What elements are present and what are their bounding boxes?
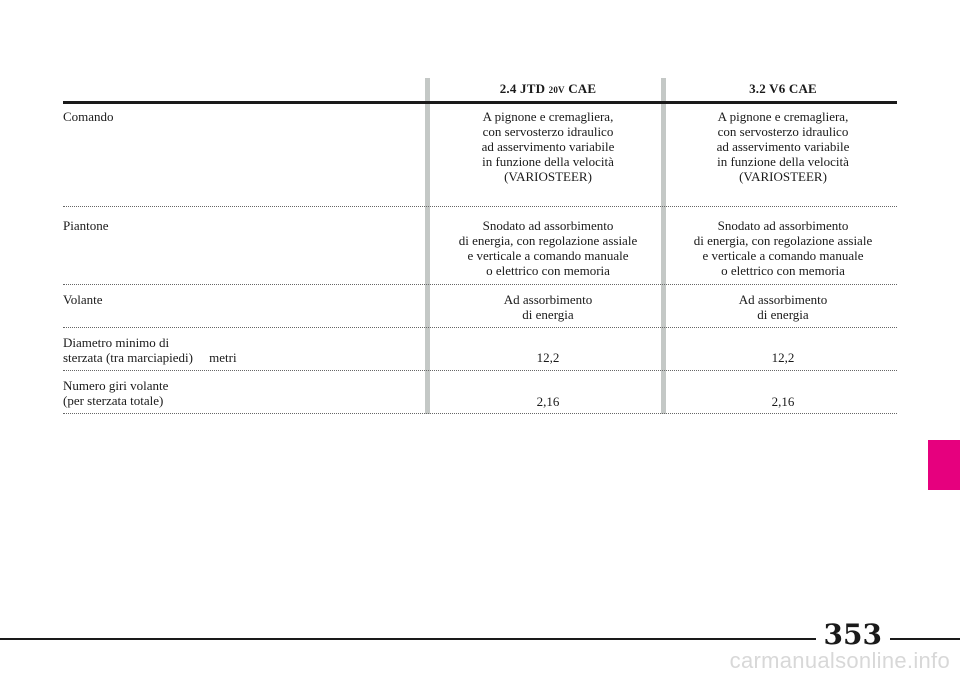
row-diametro-v6: 12,2: [771, 350, 795, 365]
column-header-jtd: [433, 81, 663, 97]
row-comando-v6: A pignone e cremagliera, con servosterzo idraulico ad asservimento variabile in funzione della velocità (VARIOSTEER): [716, 109, 850, 184]
row-giri-jtd: 2,16: [536, 394, 560, 409]
section-tab-marker: [928, 440, 960, 490]
row-piantone-jtd: Snodato ad assorbimento di energia, con regolazione assiale e verticale a comando manuale o elettrico con memoria: [458, 218, 638, 278]
page-number: 353: [816, 618, 890, 652]
row-divider: [63, 284, 897, 285]
row-divider: [63, 327, 897, 328]
row-comando-jtd: A pignone e cremagliera, con servosterzo idraulico ad asservimento variabile in funzione della velocità (VARIOSTEER): [481, 109, 615, 184]
header-jtd-main: 2.4 JTD: [499, 81, 546, 96]
row-volante-v6: Ad assorbimento di energia: [738, 292, 828, 322]
header-rule: [63, 101, 897, 104]
row-label-piantone: Piantone: [63, 218, 109, 233]
row-volante-jtd: Ad assorbimento di energia: [503, 292, 593, 322]
row-diametro-jtd: 12,2: [536, 350, 560, 365]
row-piantone-v6: Snodato ad assorbimento di energia, con regolazione assiale e verticale a comando manuale o elettrico con memoria: [693, 218, 873, 278]
column-header-v6: 3.2 V6 CAE: [749, 81, 817, 96]
row-giri-v6: 2,16: [771, 394, 795, 409]
row-label-volante: Volante: [63, 292, 103, 307]
row-label-comando: Comando: [63, 109, 114, 124]
row-divider: [63, 413, 897, 414]
row-divider: [63, 370, 897, 371]
row-label-diametro: Diametro minimo di sterzata (tra marciapiedi) metri: [63, 335, 237, 365]
header-jtd-valves: 20V: [548, 85, 565, 95]
row-divider: [63, 206, 897, 207]
watermark: carmanualsonline.info: [729, 648, 950, 673]
header-jtd-suffix: CAE: [568, 81, 597, 96]
column-bar-1: [425, 78, 430, 414]
row-label-giri: Numero giri volante (per sterzata totale): [63, 378, 169, 408]
